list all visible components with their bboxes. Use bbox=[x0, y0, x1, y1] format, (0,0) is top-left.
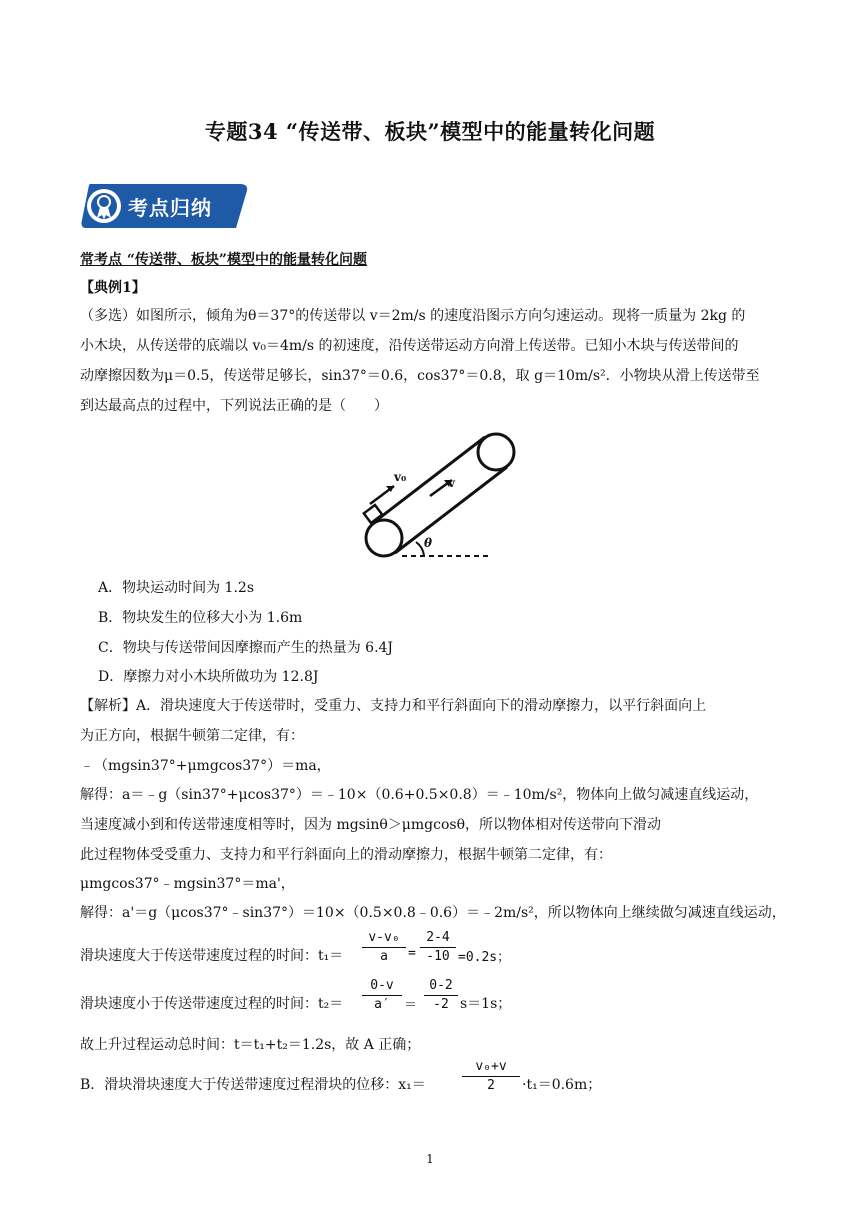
example-label: 【典例1】 bbox=[80, 280, 146, 296]
solution-line-5: 当速度减小到和传送带速度相等时，因为 mgsinθ＞μmgcosθ，所以物体相对传送带向下滑动 bbox=[80, 817, 662, 833]
t1-result: =0.2s； bbox=[458, 950, 511, 965]
t1-fraction-symbolic: v-v₀ a bbox=[362, 930, 406, 965]
solution-line-7: μmgcos37°﹣mgsin37°＝ma'， bbox=[80, 876, 295, 892]
x1-text: B．滑块滑块速度大于传送带速度过程滑块的位移：x₁＝ bbox=[80, 1077, 426, 1093]
v0-label: v₀ bbox=[394, 470, 407, 484]
solution-line-2: 为正方向，根据牛顿第二定律，有： bbox=[80, 728, 304, 744]
t1-fraction-numeric: 2-4 -10 bbox=[420, 930, 456, 965]
option-b: B．物块发生的位移大小为 1.6m bbox=[98, 610, 303, 626]
x1-result: ·t₁＝0.6m； bbox=[522, 1077, 602, 1093]
option-d: D．摩擦力对小木块所做功为 12.8J bbox=[98, 669, 319, 685]
option-c: C．物块与传送带间因摩擦而产生的热量为 6.4J bbox=[98, 640, 394, 656]
section-badge bbox=[80, 180, 252, 232]
t2-fraction-symbolic: 0-v a′ bbox=[362, 978, 402, 1013]
v-label: v bbox=[448, 476, 455, 490]
option-a: A．物块运动时间为 1.2s bbox=[98, 580, 255, 596]
t1-text: 滑块速度大于传送带速度过程的时间：t₁＝ bbox=[80, 948, 344, 964]
section-heading: 常考点 “传送带、板块”模型中的能量转化问题 bbox=[80, 252, 367, 268]
solution-line-1: 【解析】A．滑块速度大于传送带时，受重力、支持力和平行斜面向下的滑动摩擦力，以平行斜面向上 bbox=[80, 698, 707, 714]
solution-line-6: 此过程物体受受重力、支持力和平行斜面向上的滑动摩擦力，根据牛顿第二定律，有： bbox=[80, 847, 612, 863]
conveyor-diagram-icon bbox=[358, 422, 522, 562]
badge-label: 考点归纳 bbox=[128, 196, 212, 220]
question-line-1: （多选）如图所示，倾角为θ＝37°的传送带以 v＝2m/s 的速度沿图示方向匀速运动。现将一质量为 2kg 的 bbox=[80, 308, 746, 324]
theta-label: θ bbox=[424, 536, 433, 550]
t2-result: s＝1s； bbox=[460, 996, 512, 1012]
t2-text: 滑块速度小于传送带速度过程的时间：t₂＝ bbox=[80, 996, 344, 1012]
x1-fraction: v₀+v 2 bbox=[462, 1059, 520, 1094]
page-number: 1 bbox=[426, 1152, 434, 1166]
question-line-2: 小木块，从传送带的底端以 v₀＝4m/s 的初速度，沿传送带运动方向滑上传送带。已知小木块与传送带间的 bbox=[80, 338, 739, 354]
solution-line-3: ﹣（mgsin37°+μmgcos37°）＝ma， bbox=[80, 758, 331, 774]
total-time-line: 故上升过程运动总时间：t＝t₁+t₂＝1.2s，故 A 正确； bbox=[80, 1037, 421, 1053]
conveyor-belt-figure bbox=[358, 422, 522, 562]
question-line-4: 到达最高点的过程中，下列说法正确的是（ ） bbox=[80, 398, 388, 414]
solution-line-8: 解得：a'＝g（μcos37°﹣sin37°）＝10×（0.5×0.8﹣0.6）＝﹣2m/s²，所以物体向上继续做匀减速直线运动， bbox=[80, 905, 786, 921]
t2-fraction-numeric: 0-2 -2 bbox=[424, 978, 458, 1013]
solution-line-4: 解得：a＝﹣g（sin37°+μcos37°）＝﹣10×（0.6+0.5×0.8）＝﹣10m/s²，物体向上做匀减速直线运动， bbox=[80, 787, 759, 803]
question-line-3: 动摩擦因数为μ＝0.5，传送带足够长，sin37°＝0.6，cos37°＝0.8，取 g＝10m/s²．小物块从滑上传送带至 bbox=[80, 368, 760, 384]
page-title: 专题34 “传送带、板块”模型中的能量转化问题 bbox=[204, 119, 656, 144]
